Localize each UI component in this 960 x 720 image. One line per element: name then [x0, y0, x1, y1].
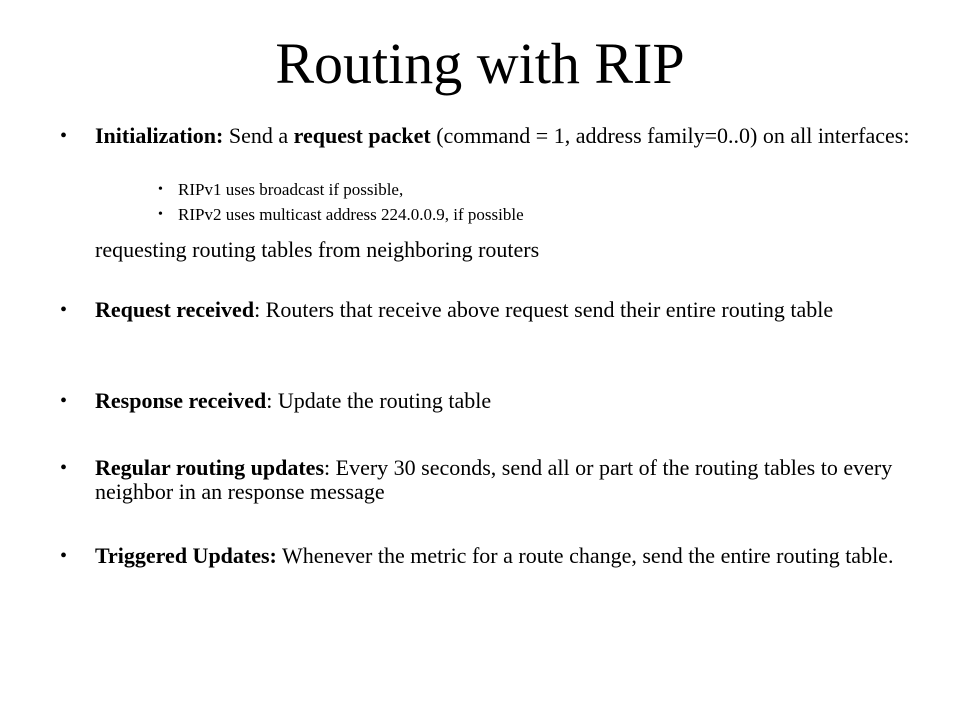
bullet-response-received — [60, 388, 925, 413]
bullet-dot-icon: • — [60, 545, 68, 567]
bullet-triggered-updates — [60, 543, 925, 568]
subbullet-ripv2 — [158, 205, 878, 225]
bullet-request-received — [60, 297, 925, 322]
bullet-text: (command = 1, address family=0..0) on all interfaces: — [430, 123, 910, 148]
subbullet-ripv1 — [158, 180, 878, 200]
bullet-lead: Regular routing updates — [95, 455, 325, 480]
bullet-lead: Request received — [95, 297, 255, 322]
bullet-dot-icon: • — [60, 390, 68, 412]
bullet-lead: Response received — [95, 388, 267, 413]
bullet-dot-icon: • — [60, 125, 68, 147]
initialization-continuation: requesting routing tables from neighboring routers — [95, 237, 540, 262]
bullet-dot-icon: • — [60, 299, 68, 321]
slide-title: Routing with RIP — [275, 31, 685, 96]
bullet-initialization — [60, 123, 925, 148]
subbullet-text: RIPv2 uses multicast address 224.0.0.9, if possible — [178, 205, 524, 224]
bullet-dot-icon: • — [60, 457, 68, 479]
bullet-lead: Triggered Updates: — [95, 543, 277, 568]
bullet-text: : Update the routing table — [266, 388, 492, 413]
bullet-text: : Every 30 seconds, send all or part of the routing tables to every neighbor in an response message — [95, 455, 893, 504]
subbullet-dot-icon: • — [158, 207, 163, 222]
subbullet-text: RIPv1 uses broadcast if possible, — [178, 180, 404, 199]
bullet-regular-updates — [60, 455, 925, 504]
bullet-text: : Routers that receive above request send their entire routing table — [254, 297, 834, 322]
bullet-text: Send a — [223, 123, 294, 148]
subbullet-dot-icon: • — [158, 182, 163, 197]
bullet-text: Whenever the metric for a route change, send the entire routing table. — [276, 543, 894, 568]
bullet-lead: Initialization: — [95, 123, 224, 148]
bullet-emphasis: request packet — [293, 123, 431, 148]
